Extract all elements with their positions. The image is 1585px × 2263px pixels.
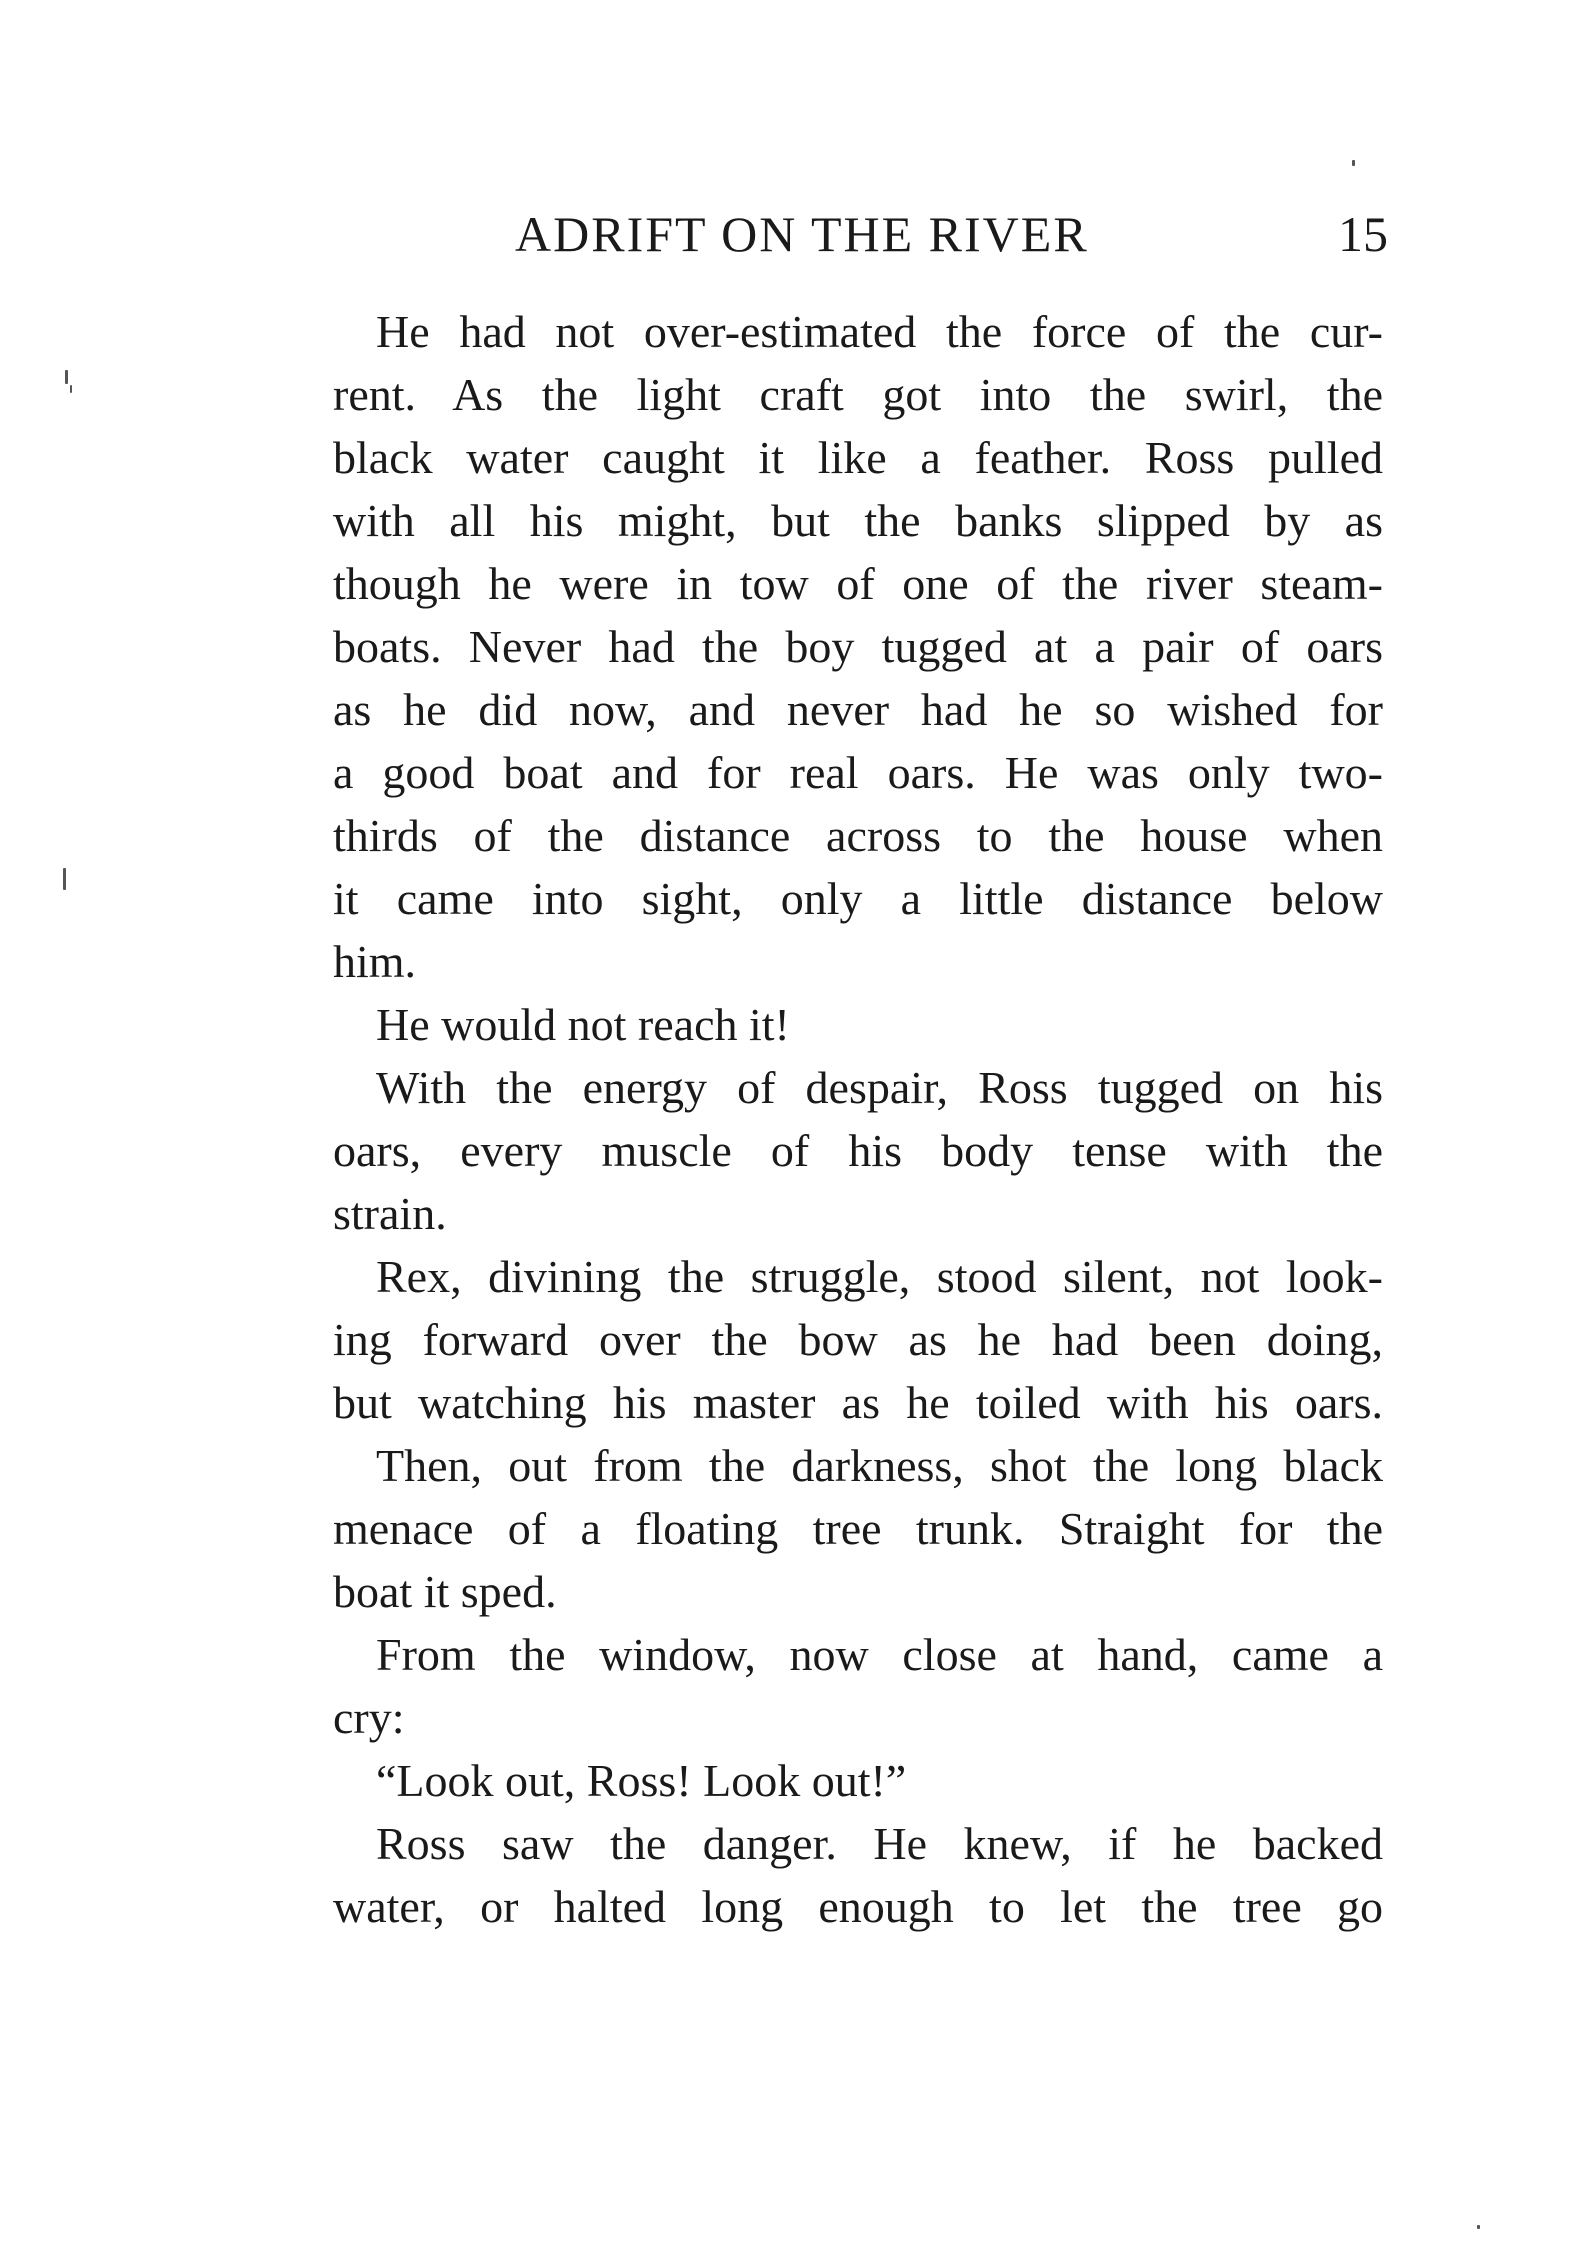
page-header bbox=[330, 205, 1390, 275]
text-line: ing forward over the bow as he had been doing, bbox=[333, 1314, 1383, 1365]
text-line: rent. As the light craft got into the swirl, the bbox=[333, 369, 1383, 420]
text-line: “Look out, Ross! Look out!” bbox=[376, 1755, 907, 1806]
text-line: water, or halted long enough to let the tree go bbox=[333, 1881, 1383, 1932]
text-line: He had not over-estimated the force of the cur- bbox=[376, 306, 1383, 357]
text-line: as he did now, and never had he so wished for bbox=[333, 684, 1383, 735]
text-line: From the window, now close at hand, came a bbox=[376, 1629, 1383, 1680]
text-line: boats. Never had the boy tugged at a pair of oars bbox=[333, 621, 1383, 672]
text-line: though he were in tow of one of the river steam- bbox=[333, 558, 1383, 609]
text-line: With the energy of despair, Ross tugged on his bbox=[376, 1062, 1383, 1113]
scan-speck bbox=[1352, 160, 1355, 166]
text-line: Then, out from the darkness, shot the long black bbox=[376, 1440, 1383, 1491]
text-line: Rex, divining the struggle, stood silent, not look- bbox=[376, 1251, 1383, 1302]
scan-speck bbox=[63, 868, 66, 890]
scan-speck bbox=[1477, 2225, 1480, 2229]
text-line: but watching his master as he toiled with his oars. bbox=[333, 1377, 1383, 1428]
text-line: Ross saw the danger. He knew, if he backed bbox=[376, 1818, 1383, 1869]
page-number: 15 bbox=[1338, 206, 1388, 262]
body-text bbox=[333, 300, 1383, 1938]
text-line: him. bbox=[333, 936, 417, 987]
text-line: cry: bbox=[333, 1692, 405, 1743]
running-head: ADRIFT ON THE RIVER bbox=[515, 206, 1089, 262]
text-line: thirds of the distance across to the house when bbox=[333, 810, 1383, 861]
text-line: with all his might, but the banks slipped by as bbox=[333, 495, 1383, 546]
text-line: menace of a floating tree trunk. Straight for the bbox=[333, 1503, 1383, 1554]
scan-speck bbox=[65, 370, 68, 384]
text-line: it came into sight, only a little distance below bbox=[333, 873, 1383, 924]
text-line: oars, every muscle of his body tense with the bbox=[333, 1125, 1383, 1176]
text-line: black water caught it like a feather. Ross pulled bbox=[333, 432, 1383, 483]
text-line: He would not reach it! bbox=[376, 999, 790, 1050]
text-line: boat it sped. bbox=[333, 1566, 557, 1617]
scan-speck bbox=[70, 385, 72, 393]
text-line: strain. bbox=[333, 1188, 447, 1239]
text-line: a good boat and for real oars. He was only two- bbox=[333, 747, 1383, 798]
